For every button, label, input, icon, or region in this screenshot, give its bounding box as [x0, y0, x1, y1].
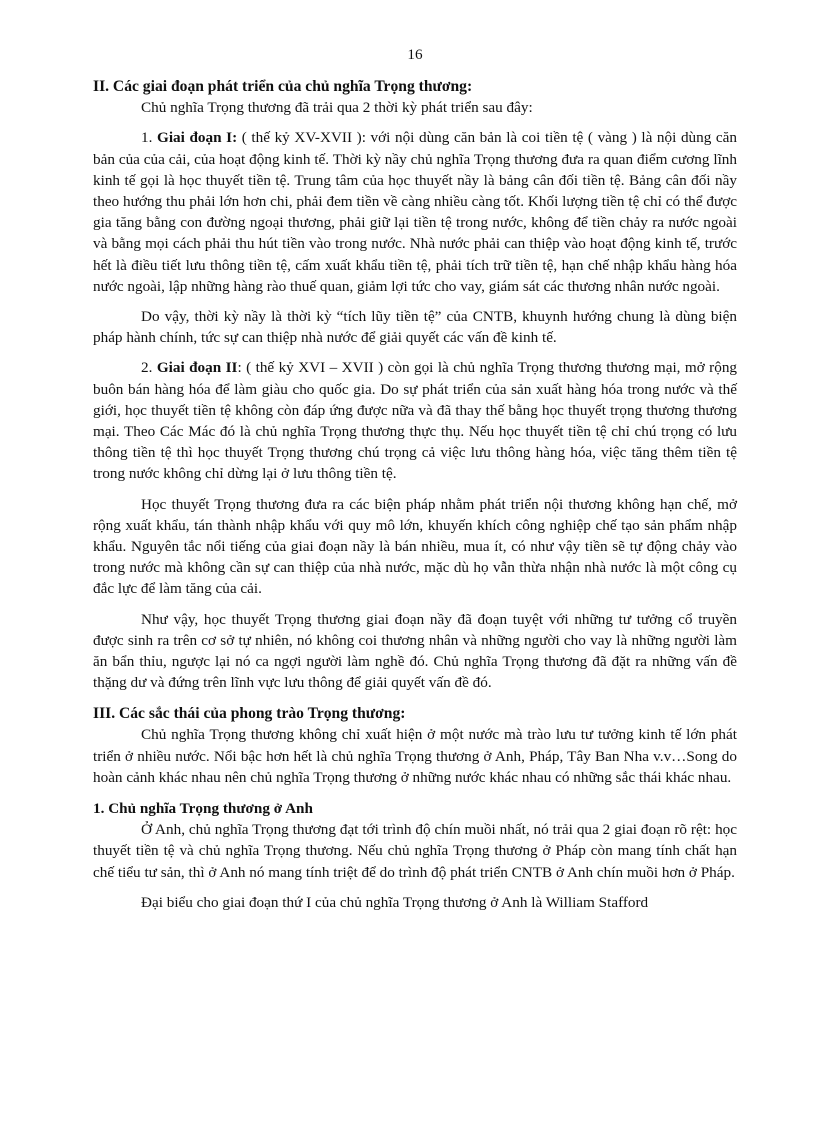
document-page — [93, 44, 737, 913]
stage-1-number: 1. — [141, 129, 158, 147]
stage-2-number: 2. — [141, 359, 157, 377]
stage-2-label: Giai đoạn II — [156, 359, 238, 377]
stage-1-label: Giai đoạn I: — [157, 129, 238, 147]
stage-2-paragraph — [93, 357, 737, 484]
stage-1-text: ( thế kỷ XV-XVII ): với nội dùng căn bản là coi tiền tệ ( vàng ) là nội dùng căn bản của của cải, của hoạt động kinh tế. Thời kỳ nầy chủ nghĩa Trọng thương đưa ra quan điểm cương lĩnh kinh tế gọi là học thuyết tiền tệ. Trung tâm của học thuyết nầy là bảng cân đối tiền tệ. Bảng cân đối nầy theo hướng thu phải lớn hơn chi, phải đem tiền về càng nhiều càng tốt. Khối lượng tiền tệ chỉ có thể được gia tăng bằng con đường ngoại thương, phải giữ lại tiền tệ trong nước, không để tiền chảy ra nước ngoài và bằng mọi cách phải thu hút tiền vào trong nước. Nhà nước phải can thiệp vào hoạt động kinh tế, trước hết là điều tiết lưu thông tiền tệ, cấm xuất khẩu tiền tệ, phải tích trữ tiền tệ, hạn chế nhập khẩu hàng hóa nước ngoài, lập những hàng rào thuế quan, giảm lợi tức cho vay, giám sát các thương nhân nước ngoài. — [93, 129, 738, 295]
subsection-england-heading: 1. Chủ nghĩa Trọng thương ở Anh — [93, 800, 313, 818]
england-paragraph-1: Ở Anh, chủ nghĩa Trọng thương đạt tới trình độ chín muồi nhất, nó trải qua 2 giai đoạn rõ rệt: học thuyết tiền tệ và chủ nghĩa Trọng thương. Nếu chủ nghĩa Trọng thương ở Pháp còn mang tính chất hạn chế tiểu tư sản, thì ở Anh nó mang tính triệt để do trình độ phát triển CNTB ở Anh chín muồi hơn ở Pháp. — [93, 821, 737, 881]
page-number: 16 — [407, 46, 423, 63]
section-3-intro: Chủ nghĩa Trọng thương không chỉ xuất hiện ở một nước mà trào lưu tư tưởng kinh tế lớn phát triển ở nhiều nước. Nổi bậc hơn hết là chủ nghĩa Trọng thương ở Anh, Pháp, Tây Ban Nha v.v…Song do hoàn cảnh khác nhau nên chủ nghĩa Trọng thương ở những nước khác nhau có những sắc thái khác nhau. — [93, 726, 737, 786]
section-2-intro: Chủ nghĩa Trọng thương đã trải qua 2 thời kỳ phát triển sau đây: — [141, 99, 533, 117]
section-2-heading: II. Các giai đoạn phát triển của chủ nghĩa Trọng thương: — [93, 78, 473, 96]
section-2-conclusion: Như vậy, học thuyết Trọng thương giai đoạn nầy đã đoạn tuyệt với những tư tưởng cổ truyền được sinh ra trên cơ sở tự nhiên, nó không coi thương nhân và những người cho vay là những người làm ăn bẩn thỉu, ngược lại nó ca ngợi người làm nghề đó. Chủ nghĩa Trọng thương đã đặt ra những vấn đề thặng dư và đứng trên lĩnh vực lưu thông để giải quyết vấn đề đó. — [93, 610, 737, 692]
stage-2-text: : ( thế kỷ XVI – XVII ) còn gọi là chủ nghĩa Trọng thương thương mại, mở rộng buôn bán hàng hóa để làm giàu cho quốc gia. Do sự phát triển của sản xuất hàng hóa trong nước và thế giới, học thuyết tiền tệ không còn đáp ứng được nữa và đã thay thế bằng học thuyết trọng thương thương mại. Theo Các Mác đó là chủ nghĩa Trọng thương thực thụ. Nếu học thuyết tiền tệ chỉ chú trọng có lưu thông tiền tệ thì học thuyết Trọng thương chú trọng cả việc lưu thông hàng hóa, việc tăng thêm tiền tệ trong nước không chỉ dừng lại ở lưu thông tiền tệ. — [93, 359, 738, 483]
measures-paragraph: Học thuyết Trọng thương đưa ra các biện pháp nhằm phát triển nội thương không hạn chế, mở rộng xuất khẩu, tán thành nhập khẩu với quy mô lớn, khuyến khích công nghiệp chế tạo sản phẩm nhập khẩu. Nguyên tắc nổi tiếng của giai đoạn nầy là bán nhiều, mua ít, có như vậy tiền sẽ tự động chảy vào trong nước mà không cần sự can thiệp của nhà nước, mặc dù họ vẫn thừa nhận nhà nước là một công cụ đắc lực để làm tăng của cải. — [93, 495, 737, 598]
stage-1-paragraph — [93, 127, 737, 297]
section-3-heading: III. Các sắc thái của phong trào Trọng thương: — [93, 705, 406, 723]
england-paragraph-2: Đại biểu cho giai đoạn thứ I của chủ nghĩa Trọng thương ở Anh là William Stafford — [141, 893, 649, 911]
stage-1-conclusion: Do vậy, thời kỳ nầy là thời kỳ “tích lũy tiền tệ” của CNTB, khuynh hướng chung là dùng biện pháp hành chính, tức sự can thiệp nhà nước để giải quyết các vấn đề kinh tế. — [93, 308, 737, 347]
